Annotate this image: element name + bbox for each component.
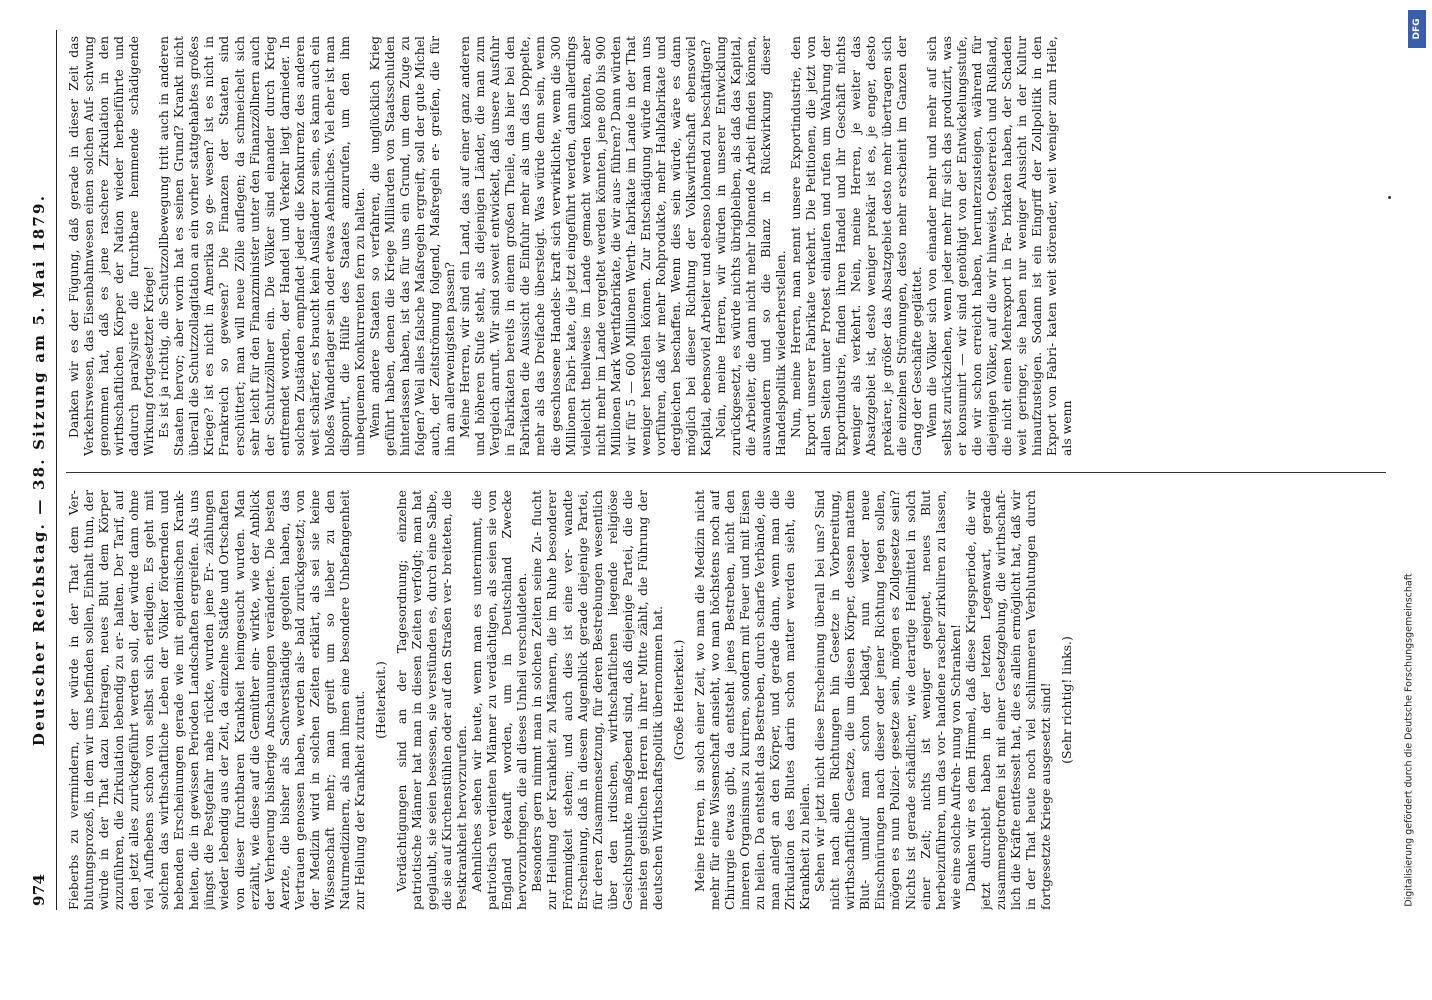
paragraph: Fieberbs zu vermindern, der würde in der That dem Ver- blutungsprozeß, in dem wir uns befinden sollen, Einhalt thun, der würde in der That dazu beitragen, neues Blut dem Körper zuzuführen, die Zirkulation lebendig zu er- halten. Der Tarif, auf den jetzt alles zurückgeführt werden soll, der würde dann ohne viel Aufhebens schon von selbst sich erledigen. Es geht mit solchen das wirthschaftliche Leben der Völker fördernden und hebenden Erscheinungen gerade wie mit epidemischen Krank- heiten, die in gewissen Perioden Landschaften ergreifen. Als uns jüngst die Pestgefahr nahe rückte, wurden jene Er- zählungen wieder lebendig aus der Zeit, da einzelne Städte und Ortschaften von dieser furchtbaren Krankheit heimgesucht wurden. Man erzählt, wie diese auf die Gemüther ein- wirkte, wie der Anblick der Verheerung bisherige Anschauungen veränderte. Die besten Aerzte, die bisher als Sachverständige gegolten haben, das Vertrauen genossen haben, werden als- bald zurückgesetzt; von der Medizin wird in solchen Zeiten erklärt, als sei sie keine Wissenschaft mehr; man greift um so lieber zu den Naturmedizinern, als man ihnen eine besondere Unbefangenheit zur Heilung der Krankheit zutraut. <box>66 490 367 910</box>
paragraph: Aehnliches sehen wir heute, wenn man es unternimmt, die patriotisch verdienten Männer zu verdächtigen, als seien sie von England gekauft worden, um in Deutschland Zwecke hervorzubringen, die all dieses Unheil verschuldeten. <box>469 490 530 910</box>
paragraph: Meine Herren, in solch einer Zeit, wo man die Medizin nicht mehr für eine Wissenschaft ansieht, wo man höchstens noch auf Chirurgie etwas gibt, da entsteht jenes Bestreben, nicht den inneren Organismus zu kuriren, sondern mit Feuer und mit Eisen zu heilen. Da entsteht das Bestreben, durch scharfe Verbände, die man anlegt an den Körper, und gerade dann, wenn man die Zirkulation des Blutes darin schon matter werden sieht, die Krankheit zu heilen. <box>691 490 813 910</box>
column-divider <box>66 472 1386 473</box>
page-number: 974 <box>30 873 48 906</box>
dfg-logo-text: DFG <box>1412 18 1422 40</box>
paragraph: Wenn andere Staaten so verfahren, die unglücklich Krieg geführt haben, denen die Kriege Milliarden von Staatsschulden hinterlassen haben, ist das für uns ein Grund, um dem Zuge zu folgen? Weil alles falsche Maßregeln ergreift, soll der gute Michel auch, der Zeitströmung folgend, Maßregeln er- greifen, die für ihn am allerwenigsten passen? <box>366 36 458 456</box>
paragraph: Es ist ja richtig, die Schutzzollbewegung tritt auch in anderen Staaten hervor; aber worin hat es seinen Grund? Krankt nicht überall die Schutzzollagitation an ein vorher stattgehabtes großes Kriege? ist es nicht in Amerika so ge- wesen? ist es nicht in Frankreich so gewesen? Die Finanzen der Staaten sind erschüttert; man will neue Zölle auflegen; da schmeichelt sich sehr leicht für den Finanzminister unter den Finanzzöllnern auch der Schutzzöllner ein. Die Völker sind einander durch Krieg entfremdet worden, der Handel und Verkehr liegt darnieder. In solchen Zuständen empfindet jeder die Konkurrenz des anderen weit schärfer, es braucht kein Ausländer zu sein, es kann auch ein bloßes Wanderlager sein oder etwas Aehnliches. Viel eher ist man disponirt, die Hülfe des Staates anzurufen, um den ihm unbequemen Konkurrenten fern zu halten. <box>156 36 367 456</box>
paragraph: Verdächtigungen sind an der Tagesordnung; einzelne patriotische Männer hat man in diesen Zeiten verfolgt; man hat geglaubt, sie seien besessen, sie verstünden es, durch eine Salbe, die sie auf Kirchenstühlen oder auf den Straßen ver- breiteten, die Pestkrankheit hervorzurufen. <box>393 490 470 910</box>
page-title: Deutscher Reichstag. — 38. Sitzung am 5. Mai 1879. <box>30 193 48 747</box>
paragraph: Nein, meine Herren, wir würden in unserer Entwicklung zurückgesetzt, es würde nichts übrigbleiben, als daß das Kapital, die Arbeiter, die dann nicht mehr lohnende Arbeit finden können, auswandern und so die Bilanz in Rückwirkung dieser Handelspolitik wiederherstellen. <box>713 36 789 456</box>
left-column <box>66 490 1386 910</box>
interjection: (Große Heiterkeit.) <box>670 639 686 761</box>
interjection: (Sehr richtig! links.) <box>1059 636 1074 764</box>
paragraph: Meine Herren, wir sind ein Land, das auf einer ganz anderen und höheren Stufe steht, als diejenigen Länder, die man zum Vergleich anruft. Wir sind soweit entwickelt, daß unsere Ausfuhr in Fabrikaten bereits in einem großen Theile, das hier bei den Fabrikaten die Aussicht die Einfuhr mehr als um das Doppelte, mehr als das Dreifache übersteigt. Was würde denn sein, wenn die geschlossene Handels- kraft sich verwirklichte, wenn die 300 Millionen Fabri- kate, die jetzt eingeführt werden, dann allerdings vielleicht theilweise im Lande gemacht werden könnten, aber nicht mehr im Lande vergeltet werden könnten, jene 800 bis 900 Millionen Mark Werthfabrikate, die wir aus- führen? Dann würden wir für 5 — 600 Millionen Werth- fabrikate im Lande in der That weniger herstellen können. Zur Entschädigung würde man uns vorführen, daß wir mehr Rohprodukte, mehr Halbfabrikate und dergleichen beschaffen. Wenn dies sein würde, wäre es dann möglich bei dieser Richtung der Volkswirthschaft ebensoviel Kapital, ebensoviel Arbeiter und ebenso lohnend zu beschäftigen? <box>457 36 713 456</box>
paragraph: Danken wir es der Fügung, daß gerade in dieser Zeit das Verkehrswesen, das Eisenbahnwesen einen solchen Auf- schwung genommen hat, daß es jene raschere Zirkulation in den wirthschaftlichen Körper der Nation wieder herbeiführte und dadurch paralysirte die furchtbare hemmende schädigende Wirkung fortgesetzter Kriege! <box>66 36 157 456</box>
paragraph: Sehen wir jetzt nicht diese Erscheinung überall bei uns? Sind nicht nach allen Richtungen hin Gesetze in Vorbereitung, wirthschaftliche Gesetze, die um diesen Körper, dessen mattem Blut- umlauf man schon beklagt, nun wieder neue Einschnürungen nach dieser oder jener Richtung legen sollen, mögen es nun Polizei- gesetze sein, mögen es Zollgesetze sein? Nichts ist gerade schädlicher, wie derartige Heilmittel in solch einer Zeit; nichts ist weniger geeignet, neues Blut herbeizuführen, um das vor- handene rascher zirkuliren zu lassen, wie eine solche Aufreh- nung von Schranken! <box>812 490 963 910</box>
header-rule <box>56 30 57 910</box>
digitization-note <box>1395 500 1423 980</box>
paragraph: Nun, meine Herren, man nennt unsere Exportindustrie, den Export unserer Fabrikate verkehrt. Die Petitionen, die jetzt von allen Seiten unter Protest einlaufen und rufen um Wahrung der Exportindustrie, finden ihren Handel und ihr Geschäft nichts weniger als verkehrt. Nein, meine Herren, je weiter das Absatzgebiet ist, desto weniger prekär ist es, je enger, desto prekärer, je größer das Absatzgebiet desto mehr übertragen sich die einzelnen Strömungen, desto mehr erscheint im Ganzen der Gang der Geschäfte geglättet. <box>788 36 924 456</box>
page-header <box>30 30 52 910</box>
scan-speck <box>1388 196 1391 199</box>
paragraph: Danken wir es dem Himmel, daß diese Kriegsperiode, die wir jetzt durchlebt haben in der letzten Legenwart, gerade zusammengetroffen ist mit einer Gesetzgebung, die wirthschaft- lich die Kräfte entfesselt hat, die es allein ermöglicht hat, daß wir in der That heute noch viel schlimmeren Verblutungen durch fortgesetzte Kriege ausgesetzt sind! <box>962 490 1053 910</box>
right-column <box>66 36 1386 456</box>
scanned-page <box>26 30 1406 910</box>
dfg-logo <box>1408 10 1426 48</box>
interjection: (Heiterkeit.) <box>372 661 388 739</box>
paragraph: Besonders gern nimmt man in solchen Zeiten seine Zu- flucht zur Heilung der Krankheit zu Männern, die im Ruhe besonderer Frömmigkeit stehen; und auch dies ist eine ver- wandte Erscheinung, daß in diesem Augenblick gerade diejenige Partei, für deren Zusammensetzung, für deren Bestrebungen wesentlich über den irdischen, wirthschaftlichen liegende religiöse Gesichtspunkte maßgebend sind, daß diejenige Partei, die die meisten geistlichen Herren in ihrer Mitte zählt, die Führung der deutschen Wirthschaftspolitik übernommen hat. <box>529 490 665 910</box>
paragraph: Wenn die Völker sich von einander mehr und mehr auf sich selbst zurückziehen, wenn jeder mehr für sich das produzirt, was er konsumirt — wir sind genöthigt von der Entwickelungsstufe, die wir schon erreicht haben, herunterzusteigen, während für diejenigen Völker, auf die wir hinweist, Oesterreich und Rußland, die nicht einen Mehrexport in Fa- brikaten haben, der Schaden weit geringer, sie haben nur weniger Aussicht in der Kultur hinaufzusteigen. Sodann ist ein Eingriff der Zollpolitik in den Export von Fabri- katen weit störender, weit weniger zum Heile, als wenn <box>923 36 1075 456</box>
digitization-note-text: Digitalisierung gefördert durch die Deutsche Forschungsgemeinschaft <box>1403 573 1415 907</box>
